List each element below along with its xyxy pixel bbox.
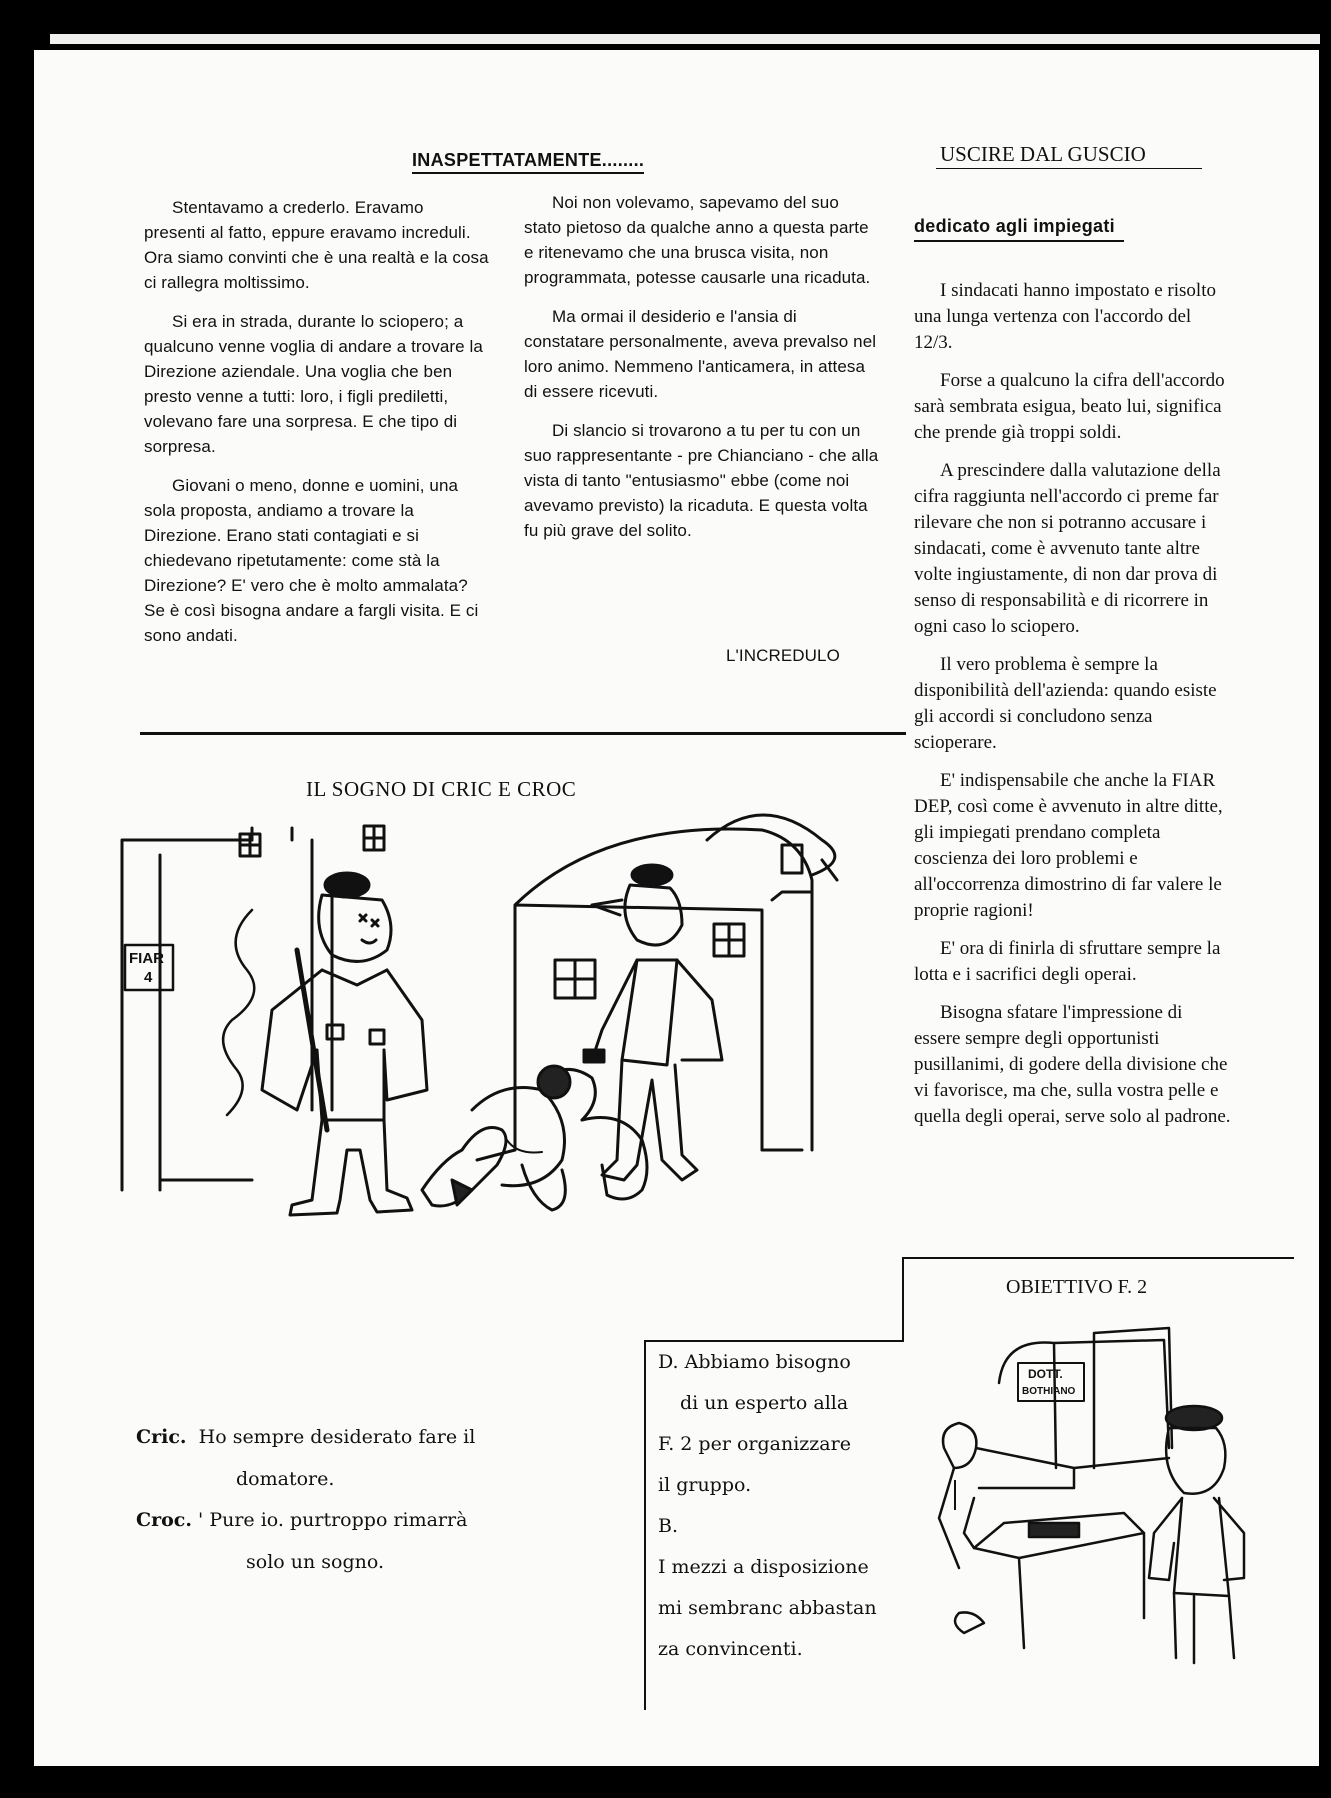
cartoon-title: IL SOGNO DI CRIC E CROC xyxy=(306,777,577,801)
dialogue-line: B. xyxy=(658,1515,679,1537)
dialogue-line: mi sembranc abbastan xyxy=(658,1597,877,1619)
cartoon2-title: OBIETTIVO F. 2 xyxy=(1006,1276,1148,1298)
paragraph: Di slancio si trovarono a tu per tu con un suo rappresentante - pre Chianciano - che alla vista di tanto "entusiasmo" ebbe (come noi avevamo previsto) la ricaduta. E questa volta fu più grave del solito. xyxy=(524,421,879,540)
paragraph: I sindacati hanno impostato e risolto una lunga vertenza con l'accordo del 12/3. xyxy=(914,280,1216,353)
dialogue-line: il gruppo. xyxy=(658,1474,752,1496)
dialogue-line: di un esperto alla xyxy=(680,1392,849,1414)
paragraph: E' indispensabile che anche la FIAR DEP, così come è avvenuto in altre ditte, gli impiegati prendano completa coscienza dei loro problemi e all'occorrenza dimostrino di far valere le proprie ragioni! xyxy=(914,770,1223,921)
fiar-sign-number: 4 xyxy=(144,969,153,986)
cartoon2-dialogue xyxy=(658,1342,877,1670)
caption-line-cric-continued: domatore. xyxy=(236,1468,335,1490)
fiar-sign-text: FIAR xyxy=(129,950,164,967)
dialogue-line: F. 2 per organizzare xyxy=(658,1433,851,1455)
title-underline xyxy=(412,172,644,174)
paragraph: Forse a qualcuno la cifra dell'accordo sarà sembrata esigua, beato lui, significa che prende già troppi soldi. xyxy=(914,370,1225,443)
paragraph: A prescindere dalla valutazione della cifra raggiunta nell'accordo ci preme far rilevare che non si potranno accusare i sindacati, come è avvenuto tante altre volte ingiustamente, di non dar prova di senso di responsabilità e di ricorrere in ogni caso lo sciopero. xyxy=(914,460,1221,637)
caption-line-croc: Croc. ' Pure io. purtroppo rimarrà xyxy=(136,1509,468,1531)
caption-line-croc-continued: solo un sogno. xyxy=(246,1551,384,1573)
signature: L'INCREDULO xyxy=(726,646,840,665)
paragraph: Ma ormai il desiderio e l'ansia di constatare personalmente, aveva prevalso nel loro animo. Nemmeno l'anticamera, in attesa di essere ricevuti. xyxy=(524,307,877,401)
door-sign-name: BOTHIANO xyxy=(1022,1386,1076,1397)
cartoon-drawing-cric-croc xyxy=(122,820,922,1370)
article-column-2 xyxy=(524,190,879,557)
article-title-uscire-dal-guscio: USCIRE DAL GUSCIO xyxy=(940,142,1146,166)
page-edge xyxy=(50,34,1320,44)
newsletter-page xyxy=(34,50,1319,1766)
article-column-1 xyxy=(144,195,489,662)
dialogue-line: D. Abbiamo bisogno xyxy=(658,1351,851,1373)
paragraph: Si era in strada, durante lo sciopero; a qualcuno venne voglia di andare a trovare la Direzione aziendale. Una voglia che ben presto venne a tutti: loro, i figli prediletti, volevano fare una sorpresa. E che tipo di sorpresa. xyxy=(144,312,483,456)
paragraph: Stentavamo a crederlo. Eravamo presenti al fatto, eppure eravamo increduli. Ora siamo convinti che è una realtà e la cosa ci rallegra moltissimo. xyxy=(144,198,489,292)
dialogue-line: za convincenti. xyxy=(658,1638,803,1660)
frame-line xyxy=(904,1257,1294,1259)
frame-line xyxy=(902,1257,904,1341)
paragraph: E' ora di finirla di sfruttare sempre la lotta e i sacrifici degli operai. xyxy=(914,938,1221,985)
section-divider xyxy=(140,732,906,735)
cartoon-drawing-obiettivo xyxy=(944,1318,1274,1668)
article-title-inaspettatamente: INASPETTATAMENTE........ xyxy=(412,150,645,170)
paragraph: Il vero problema è sempre la disponibilità dell'azienda: quando esiste gli accordi si concludono senza scioperare. xyxy=(914,654,1217,753)
title-underline xyxy=(936,168,1202,169)
paragraph: Bisogna sfatare l'impressione di essere sempre degli opportunisti pusillanimi, di godere della divisione che vi favorisce, ma che, sulla vostra pelle e quella degli operai, serve solo al padrone. xyxy=(914,1002,1231,1127)
paragraph: Giovani o meno, donne e uomini, una sola proposta, andiamo a trovare la Direzione. Erano stati contagiati e si chiedevano ripetutamente: come stà la Direzione? E' vero che è molto ammalata? Se è così bisogna andare a fargli visita. E ci sono andati. xyxy=(144,476,479,645)
subtitle-underline xyxy=(914,240,1124,242)
door-sign-title: DOTT. xyxy=(1028,1367,1063,1381)
frame-line xyxy=(644,1340,646,1710)
article-column-right xyxy=(914,278,1232,1142)
paragraph: Noi non volevamo, sapevamo del suo stato pietoso da qualche anno a questa parte e ritenevamo che una brusca visita, non programmata, potesse causarle una ricaduta. xyxy=(524,193,871,287)
dialogue-line: I mezzi a disposizione xyxy=(658,1556,869,1578)
caption-line-cric: Cric. Ho sempre desiderato fare il xyxy=(136,1426,476,1448)
article-subtitle: dedicato agli impiegati xyxy=(914,216,1115,236)
